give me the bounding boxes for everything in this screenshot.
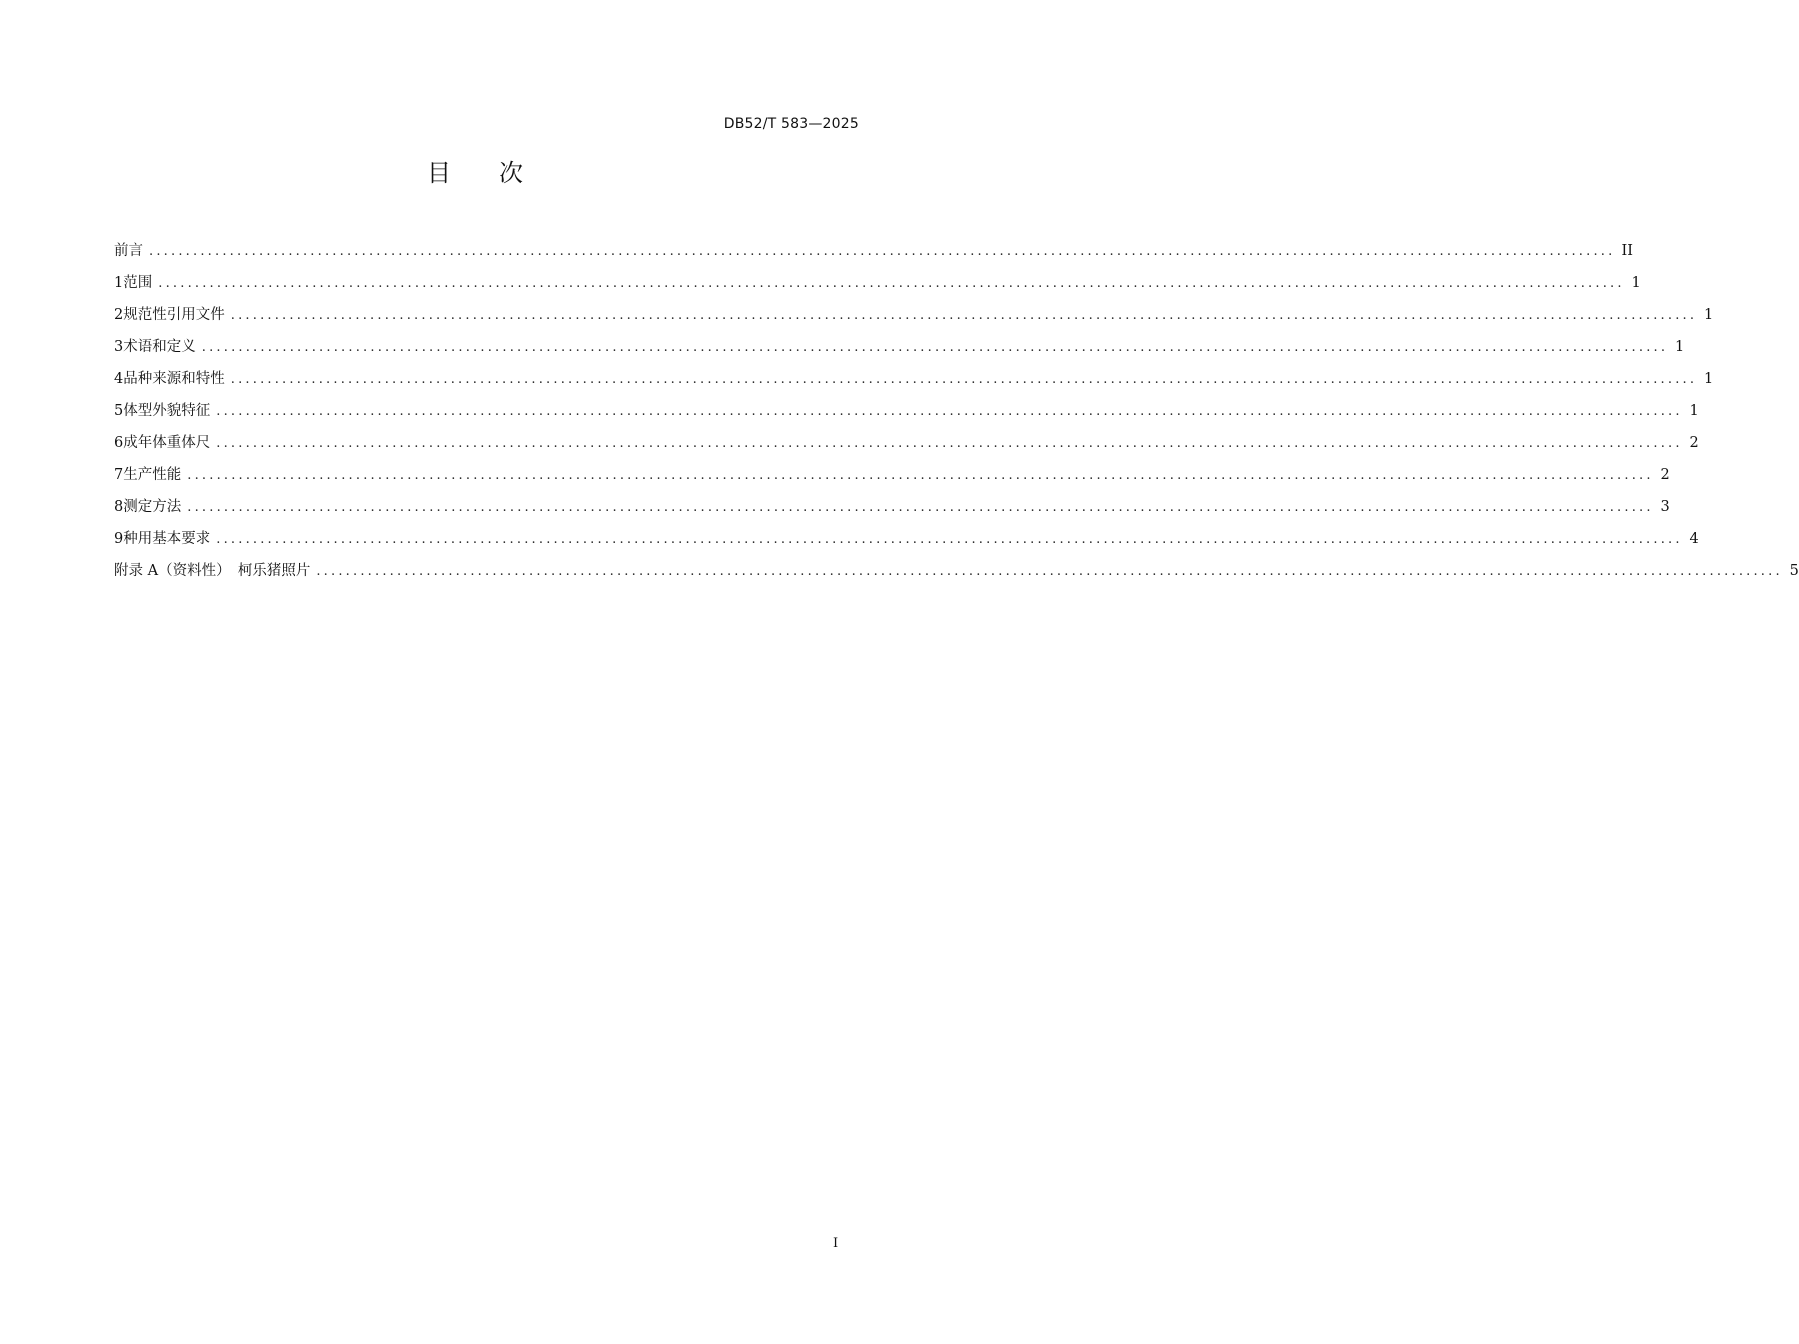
toc-entry-label: 体型外貌特征	[123, 403, 211, 419]
toc-entry[interactable]	[114, 430, 1699, 462]
toc-entry[interactable]	[114, 366, 1714, 398]
toc-entry[interactable]	[114, 334, 1685, 366]
toc-entry-number: 3	[114, 339, 124, 355]
toc-leader-dots: ........................................................................................................................................................................................................	[187, 468, 1654, 483]
toc-entry-label: 规范性引用文件	[123, 307, 225, 323]
toc-entry-page: 2	[1660, 467, 1670, 483]
toc-entry[interactable]	[114, 526, 1699, 558]
toc-leader-dots: ........................................................................................................................................................................................................	[201, 340, 1669, 355]
toc-leader-dots: ........................................................................................................................................................................................................	[230, 372, 1698, 387]
table-of-contents	[114, 238, 1799, 590]
toc-entry-number: 8	[114, 499, 124, 515]
toc-entry-page: 1	[1674, 339, 1685, 355]
toc-entry-number: 2	[114, 307, 124, 323]
toc-entry-page: II	[1621, 243, 1633, 259]
toc-leader-dots: ........................................................................................................................................................................................................	[216, 436, 1683, 451]
toc-entry-label: 测定方法	[123, 499, 182, 515]
document-code: DB52/T 583—2025	[723, 116, 859, 132]
toc-entry-label: 品种来源和特性	[123, 371, 225, 387]
toc-entry-number: 4	[114, 371, 124, 387]
toc-entry-label: 生产性能	[123, 467, 182, 483]
toc-leader-dots: ........................................................................................................................................................................................................	[187, 500, 1654, 515]
toc-entry-page: 3	[1660, 499, 1670, 515]
toc-entry-page: 5	[1789, 563, 1799, 579]
toc-entry-page: 1	[1631, 275, 1641, 291]
toc-leader-dots: ........................................................................................................................................................................................................	[216, 404, 1683, 419]
toc-entry-page: 4	[1689, 531, 1699, 547]
toc-entry-label: 附录 A（资料性） 柯乐猪照片	[114, 563, 311, 579]
toc-entry-number: 5	[114, 403, 124, 419]
toc-entry[interactable]	[114, 302, 1714, 334]
toc-leader-dots: ........................................................................................................................................................................................................	[158, 276, 1625, 291]
toc-entry-page: 1	[1703, 371, 1714, 387]
toc-entry-number: 9	[114, 531, 124, 547]
toc-entry-label: 前言	[114, 243, 143, 259]
toc-entry[interactable]	[114, 270, 1641, 302]
page-number: I	[833, 1236, 839, 1251]
toc-leader-dots: ........................................................................................................................................................................................................	[230, 308, 1698, 323]
toc-leader-dots: ........................................................................................................................................................................................................	[216, 532, 1683, 547]
page-title: 目次	[427, 159, 571, 187]
toc-entry-label: 种用基本要求	[123, 531, 211, 547]
toc-entry-page: 2	[1689, 435, 1699, 451]
toc-entry-label: 成年体重体尺	[123, 435, 211, 451]
toc-entry-page: 1	[1689, 403, 1699, 419]
toc-leader-dots: ........................................................................................................................................................................................................	[316, 564, 1783, 579]
toc-entry-number: 7	[114, 467, 124, 483]
toc-entry-label: 术语和定义	[123, 339, 196, 355]
toc-entry[interactable]	[114, 398, 1699, 430]
toc-entry[interactable]	[114, 238, 1633, 270]
toc-entry[interactable]	[114, 462, 1670, 494]
toc-entry-label: 范围	[123, 275, 153, 291]
toc-leader-dots: ........................................................................................................................................................................................................	[149, 244, 1616, 259]
toc-entry-page: 1	[1703, 307, 1714, 323]
toc-entry-number: 6	[114, 435, 124, 451]
toc-entry[interactable]	[114, 494, 1670, 526]
toc-entry[interactable]	[114, 558, 1799, 590]
toc-entry-number: 1	[114, 275, 124, 291]
